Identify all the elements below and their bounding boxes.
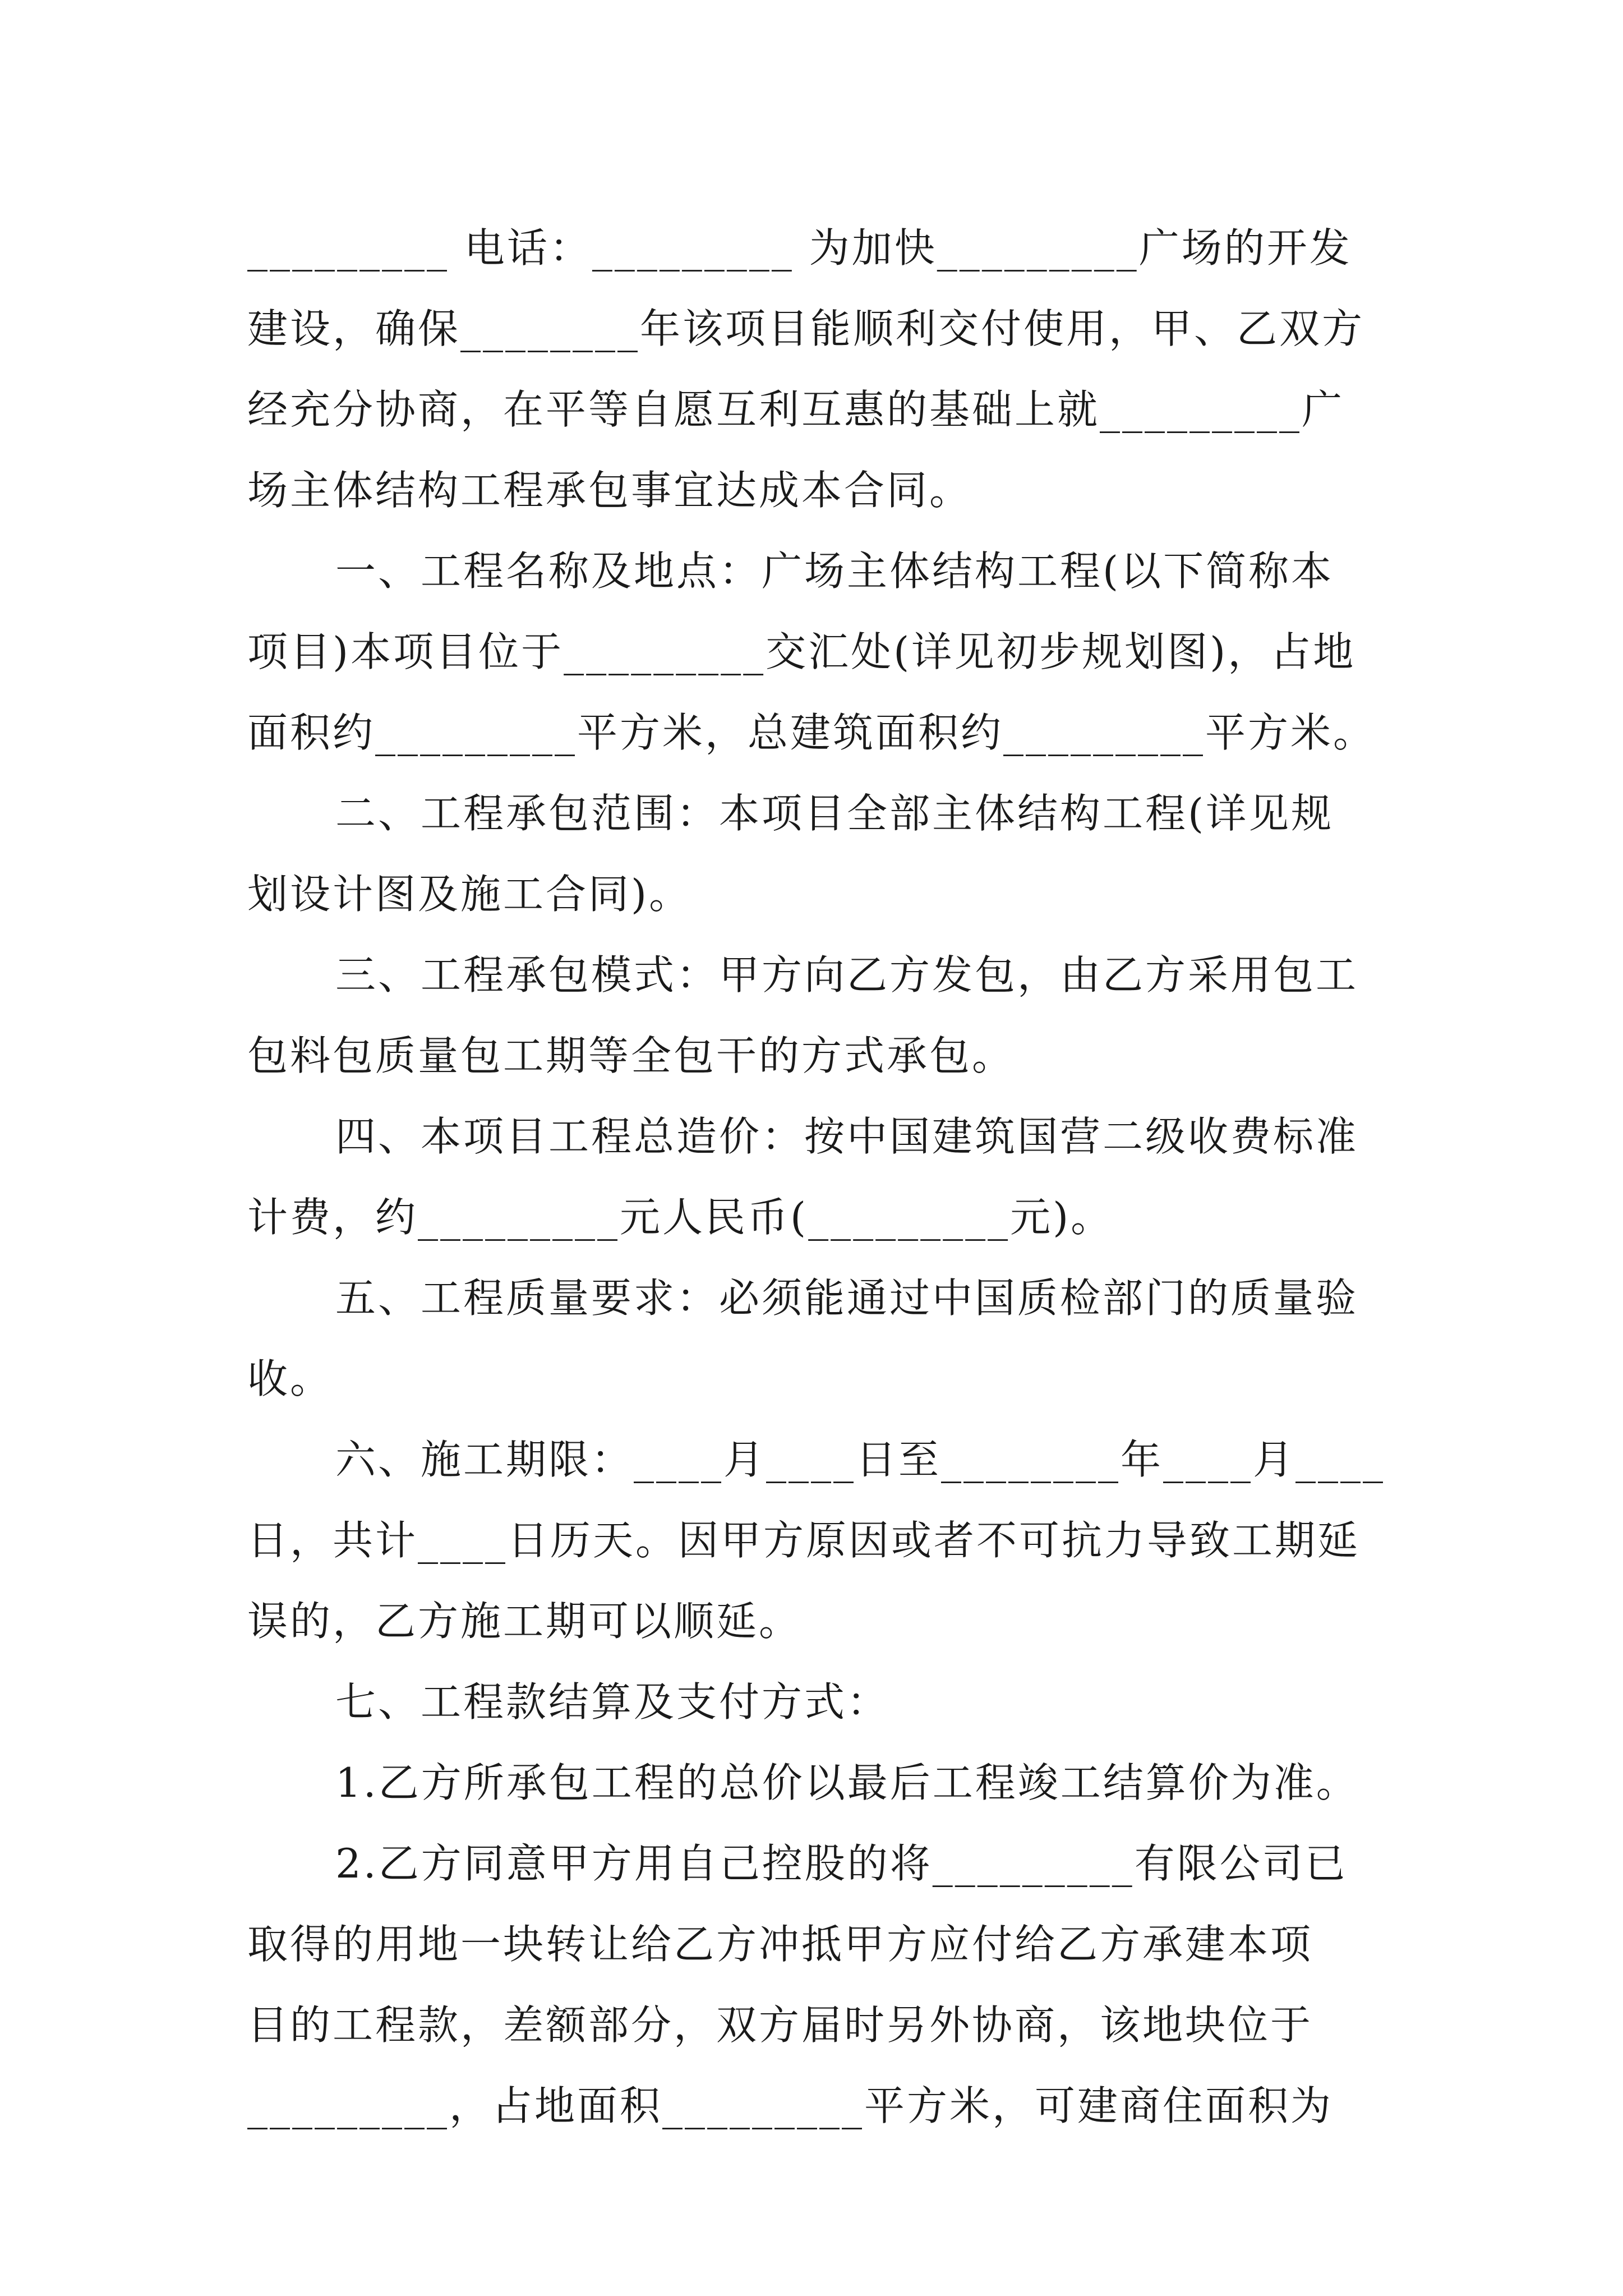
clause-7-2-line: 2.乙方同意甲方用自己控股的将_________有限公司已	[335, 1840, 1348, 1887]
contract-body	[247, 208, 1386, 2146]
section-3-heading-line: 三、工程承包模式：甲方向乙方发包，由乙方采用包工	[335, 951, 1359, 999]
text-line: _________，占地面积_________平方米，可建商住面积为	[247, 2082, 1334, 2129]
clause-7-1-line: 1.乙方所承包工程的总价以最后工程竣工结算价为准。	[335, 1759, 1359, 1806]
section-1-heading-line: 一、工程名称及地点：广场主体结构工程(以下简称本	[335, 547, 1334, 595]
section-5-heading-line: 五、工程质量要求：必须能通过中国质检部门的质量验	[335, 1274, 1359, 1322]
text-line: 目的工程款，差额部分，双方届时另外协商，该地块位于	[247, 2001, 1313, 2049]
text-line: 误的，乙方施工期可以顺延。	[247, 1598, 802, 1645]
text-line: 经充分协商，在平等自愿互利互惠的基础上就_________广	[247, 386, 1345, 433]
text-line: _________ 电话：_________ 为加快_________广场的开发	[247, 224, 1352, 272]
text-line: 建设，确保________年该项目能顺利交付使用，甲、乙双方	[247, 305, 1365, 352]
section-6-heading-line: 六、施工期限：____月____日至________年____月____	[335, 1436, 1386, 1483]
text-line: 计费，约_________元人民币(_________元)。	[247, 1194, 1114, 1241]
section-7-heading-line: 七、工程款结算及支付方式：	[335, 1678, 890, 1726]
text-line: 包料包质量包工期等全包干的方式承包。	[247, 1032, 1015, 1079]
text-line: 划设计图及施工合同)。	[247, 871, 692, 918]
text-line: 场主体结构工程承包事宜达成本合同。	[247, 467, 972, 514]
text-line: 收。	[247, 1355, 333, 1402]
text-line: 项目)本项目位于_________交汇处(详见初步规划图)，占地	[247, 628, 1356, 675]
section-4-heading-line: 四、本项目工程总造价：按中国建筑国营二级收费标准	[335, 1113, 1359, 1160]
text-line: 取得的用地一块转让给乙方冲抵甲方应付给乙方承建本项	[247, 1921, 1313, 1968]
text-line: 日，共计____日历天。因甲方原因或者不可抗力导致工期延	[247, 1517, 1361, 1564]
text-line: 面积约_________平方米，总建筑面积约_________平方米。	[247, 709, 1376, 756]
section-2-heading-line: 二、工程承包范围：本项目全部主体结构工程(详见规	[335, 790, 1334, 837]
